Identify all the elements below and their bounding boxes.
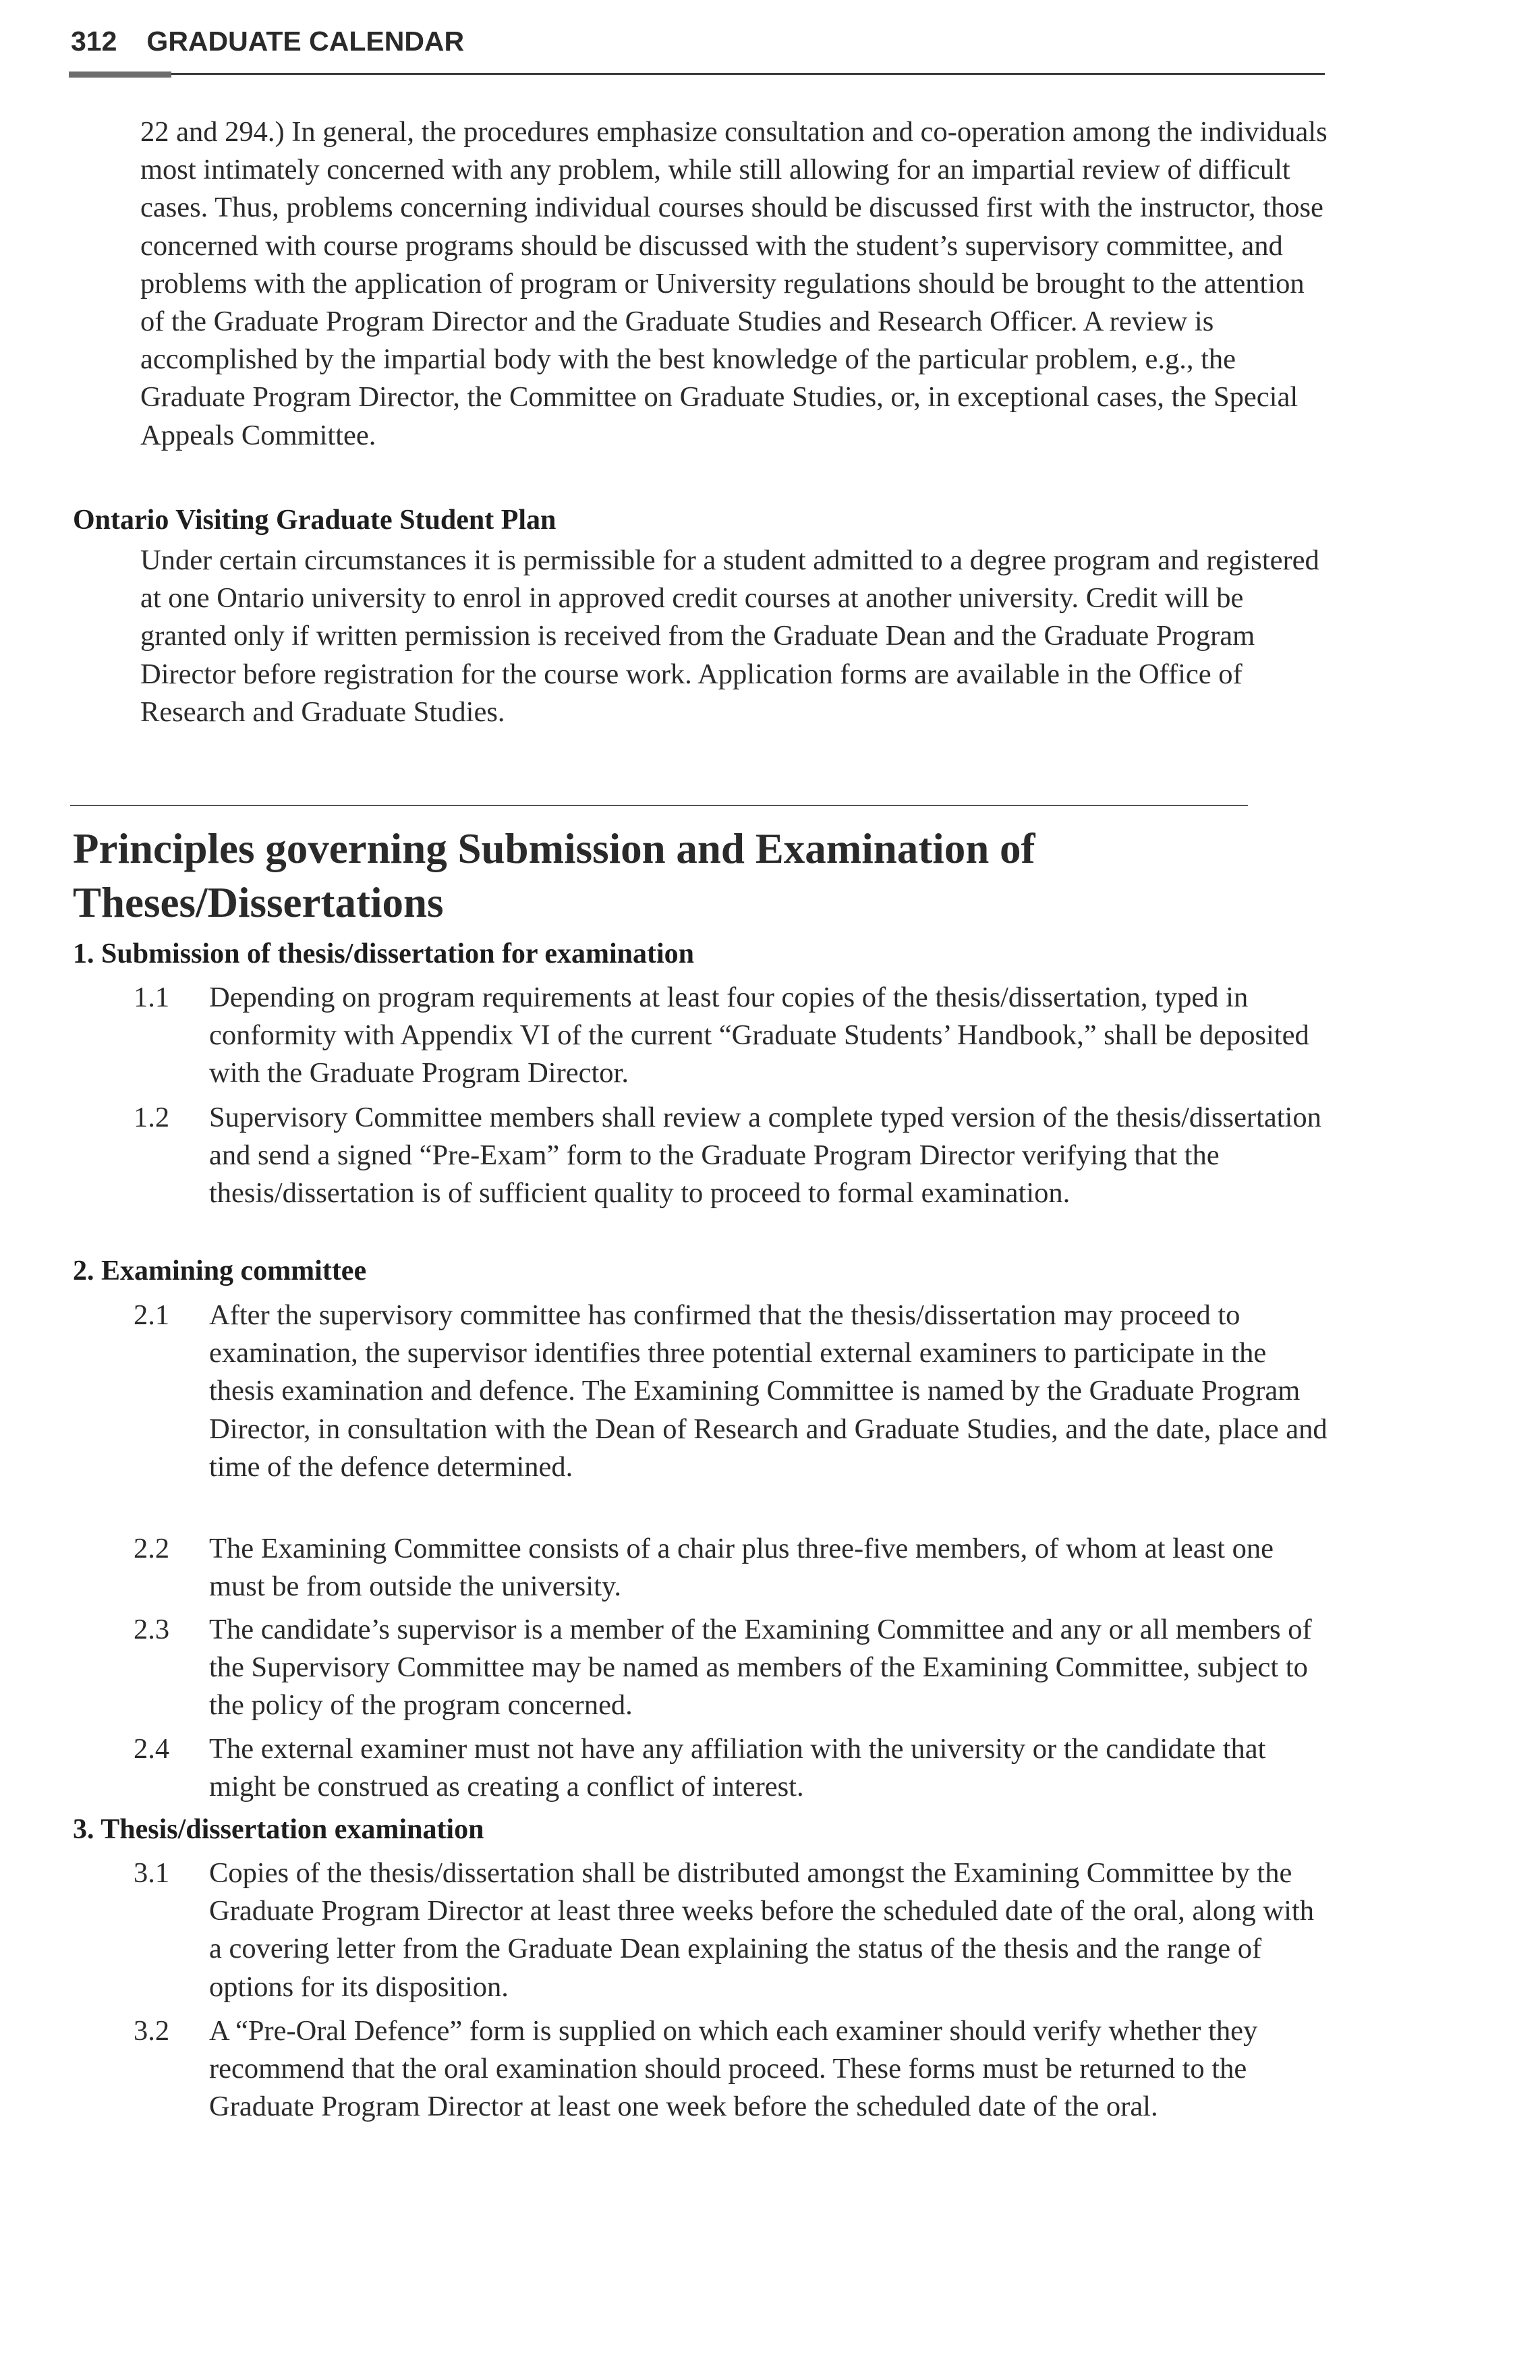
item-text: After the supervisory committee has confirmed that the thesis/dissertation may proceed to examination, the supervisor identifies three potential external examiners to participate in the thesis examination and defence. The Examining Committee is named by the Graduate Program Director, in consultation with the Dean of Research and Graduate Studies, and the date, place and time of the defence determined.	[209, 1299, 1328, 1483]
section-heading-examining-committee: 2. Examining committee	[73, 1255, 367, 1286]
principles-heading	[73, 822, 1035, 930]
section-divider	[70, 805, 1248, 806]
item-number: 3.2	[134, 2015, 170, 2047]
item-text: Supervisory Committee members shall review a complete typed version of the thesis/dissertation and send a signed “Pre-Exam” form to the Graduate Program Director verifying that the thesis/dissertation is of sufficient quality to proceed to formal examination.	[209, 1102, 1321, 1210]
item-text: A “Pre-Oral Defence” form is supplied on which each examiner should verify whether they recommend that the oral examination should proceed. These forms must be returned to the Graduate Program Director at least one week before the scheduled date of the oral.	[209, 2015, 1258, 2123]
item-number: 1.2	[134, 1102, 170, 1133]
header-title: GRADUATE CALENDAR	[146, 26, 465, 57]
header-accent-bar	[69, 72, 171, 78]
item-number: 1.1	[134, 982, 170, 1013]
ovgsp-paragraph: Under certain circumstances it is permissible for a student admitted to a degree program and registered at one Ontario university to enrol in approved credit courses at another university. Credit will be granted only if written permission is received from the Graduate Dean and the Graduate Program Director before registration for the course work. Application forms are available in the Office of Research and Graduate Studies.	[140, 544, 1319, 728]
ovgsp-heading: Ontario Visiting Graduate Student Plan	[73, 505, 557, 536]
section-heading-submission: 1. Submission of thesis/dissertation for examination	[73, 938, 694, 969]
item-text: Copies of the thesis/dissertation shall be distributed amongst the Examining Committee by the Graduate Program Director at least three weeks before the scheduled date of the oral, along with a covering letter from the Graduate Dean explaining the status of the thesis and the range of options for its disposition.	[209, 1857, 1314, 2003]
item-number: 2.1	[134, 1299, 170, 1331]
item-text: Depending on program requirements at least four copies of the thesis/dissertation, typed in conformity with Appendix VI of the current “Graduate Students’ Handbook,” shall be deposited with the Graduate Program Director.	[209, 982, 1309, 1089]
item-number: 3.1	[134, 1857, 170, 1889]
page-number: 312	[71, 26, 117, 57]
item-text: The candidate’s supervisor is a member of the Examining Committee and any or all members of the Supervisory Committee may be named as members of the Examining Committee, subject to the policy of the program concerned.	[209, 1614, 1312, 1722]
item-number: 2.4	[134, 1733, 170, 1765]
item-text: The external examiner must not have any affiliation with the university or the candidate that might be construed as creating a conflict of interest.	[209, 1733, 1266, 1803]
running-head	[71, 26, 464, 57]
intro-paragraph: 22 and 294.) In general, the procedures emphasize consultation and co-operation among the individuals most intimately concerned with any problem, while still allowing for an impartial review of difficult cases. Thus, problems concerning individual courses should be discussed first with the instructor, those concerned with course programs should be discussed with the student’s supervisory committee, and problems with the application of program or University regulations should be brought to the attention of the Graduate Program Director and the Graduate Studies and Research Officer. A review is accomplished by the impartial body with the best knowledge of the particular problem, e.g., the Graduate Program Director, the Committee on Graduate Studies, or, in exceptional cases, the Special Appeals Committee.	[140, 116, 1328, 451]
section-heading-thesis-examination: 3. Thesis/dissertation examination	[73, 1814, 484, 1845]
item-number: 2.3	[134, 1614, 170, 1645]
principles-heading-line-2: Theses/Dissertations	[73, 879, 444, 926]
principles-heading-line-1: Principles governing Submission and Examination of	[73, 825, 1035, 872]
item-number: 2.2	[134, 1533, 170, 1564]
item-text: The Examining Committee consists of a chair plus three-five members, of whom at least one must be from outside the university.	[209, 1533, 1274, 1603]
header-rule	[69, 73, 1325, 75]
